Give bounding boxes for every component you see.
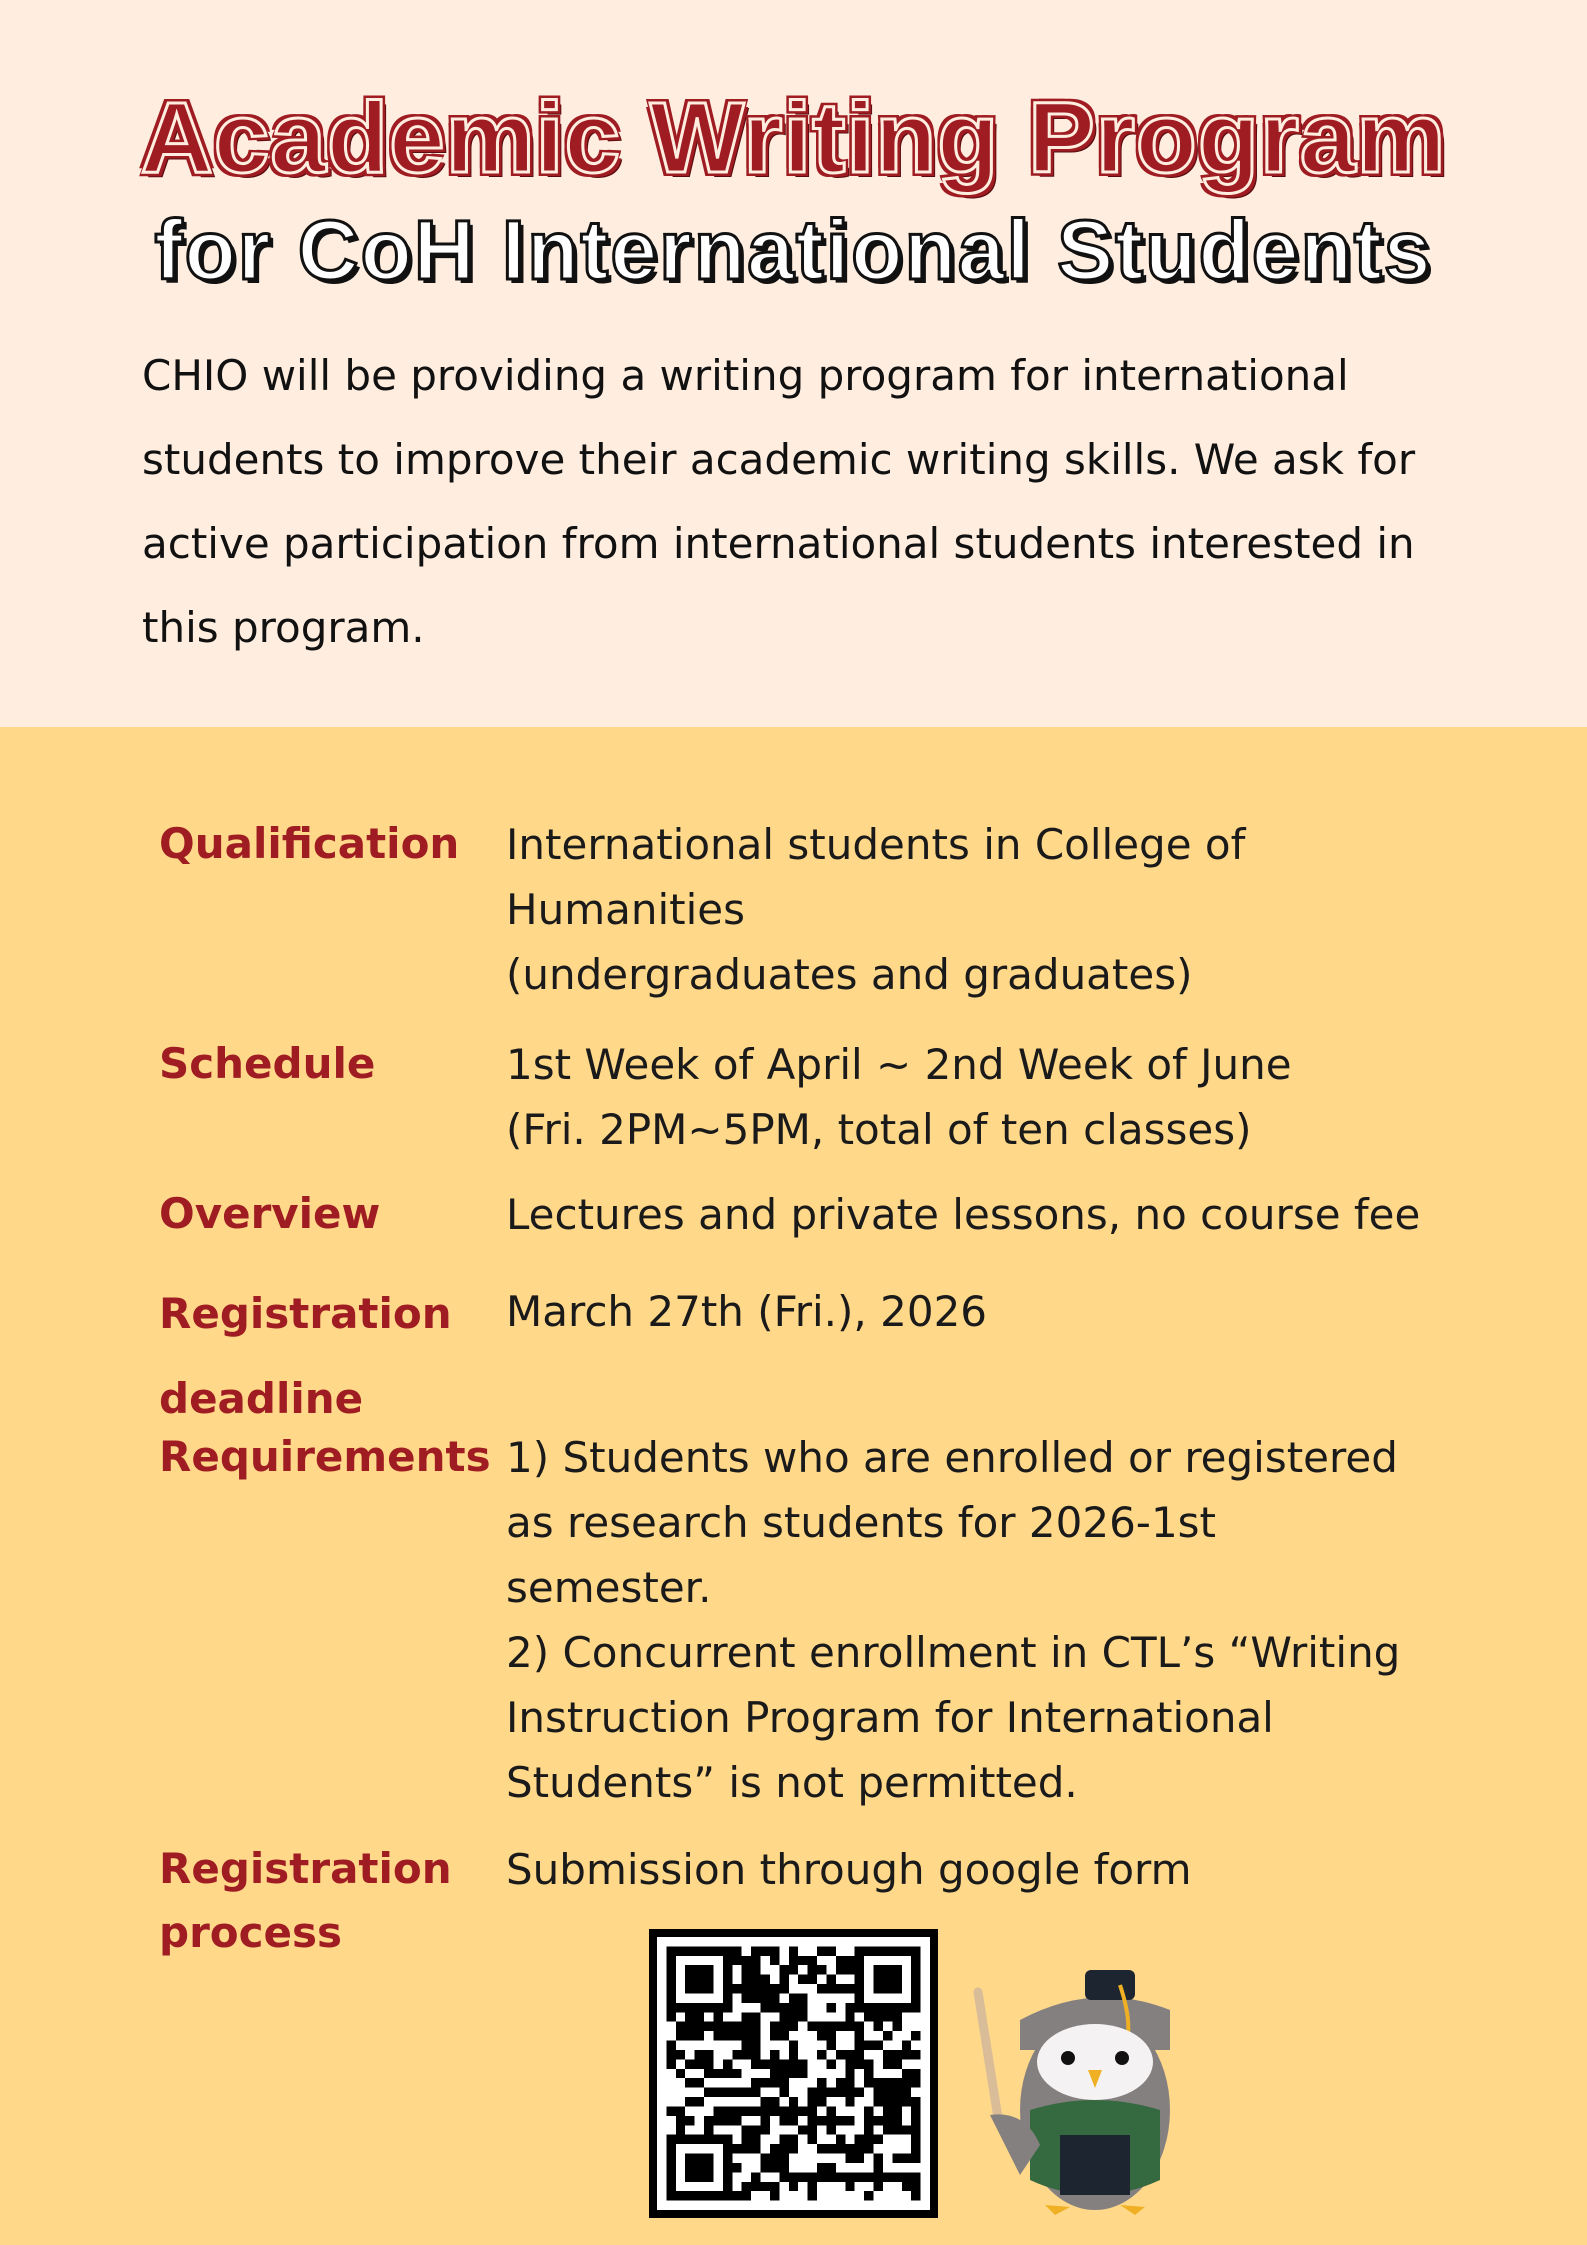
detail-value: 1st Week of April ~ 2nd Week of June (Fri. 2PM~5PM, total of ten classes) (506, 1040, 1292, 1154)
title-line2: for CoH International Students (154, 203, 1433, 297)
detail-label: Registration process (159, 1844, 452, 1957)
detail-value: Lectures and private lessons, no course fee (506, 1190, 1421, 1239)
detail-value: Submission through google form (506, 1845, 1192, 1894)
header-section (0, 0, 1587, 727)
qr-code-pattern (657, 1937, 930, 2210)
detail-label: Requirements (159, 1432, 491, 1481)
detail-value: 1) Students who are enrolled or registered as research students for 2026-1st semester. 2) Concurrent enrollment in CTL’s “Writing Instruction Program for International Students” is not permitted. (506, 1433, 1401, 1807)
detail-label: Registration deadline (159, 1289, 452, 1423)
detail-label: Overview (159, 1189, 381, 1238)
title-line1: Academic Writing Program (140, 82, 1447, 194)
owl-mascot-image (970, 1960, 1200, 2224)
detail-label: Qualification (159, 819, 460, 868)
detail-value: March 27th (Fri.), 2026 (506, 1287, 988, 1336)
intro-text: CHIO will be providing a writing program for international students to improve their academic writing skills. We ask for active participation from international students interested in this program. (142, 351, 1416, 652)
detail-value: International students in College of Humanities (undergraduates and graduates) (506, 820, 1246, 999)
qr-code[interactable] (649, 1929, 938, 2218)
detail-label: Schedule (159, 1039, 376, 1088)
